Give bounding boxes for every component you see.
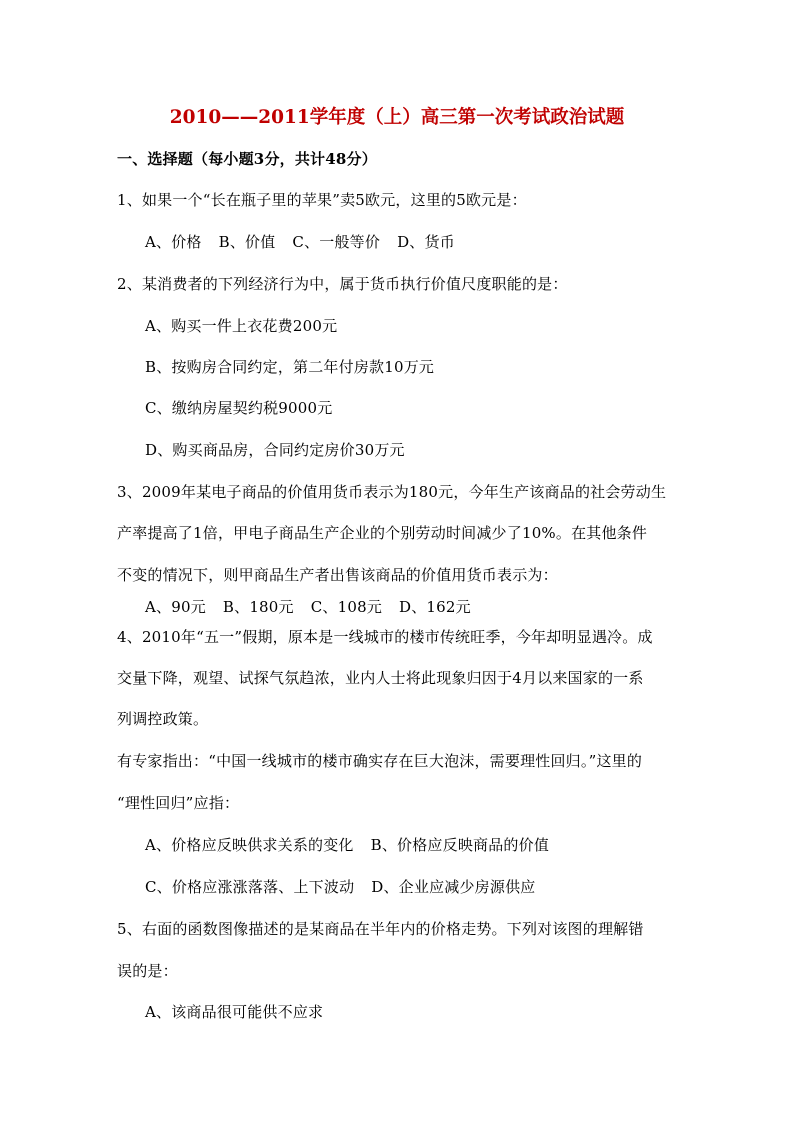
option-c: C、价格应涨涨落落、上下波动 bbox=[145, 878, 355, 896]
question-2-option-d: D、购买商品房，合同约定房价30万元 bbox=[145, 441, 405, 459]
question-4-text-line-4: 有专家指出：“中国一线城市的楼市确实存在巨大泡沫，需要理性回归。”这里的 bbox=[117, 752, 643, 770]
question-5-text-line-2: 误的是： bbox=[117, 962, 178, 980]
question-4-text-line-3: 列调控政策。 bbox=[117, 710, 209, 728]
question-4-text-line-5: “理性回归”应指： bbox=[117, 794, 240, 812]
question-3-text-line-1: 3、2009年某电子商品的价值用货币表示为180元，今年生产该商品的社会劳动生 bbox=[117, 483, 667, 501]
option-a: A、90元 bbox=[145, 598, 206, 616]
question-1-text: 1、如果一个“长在瓶子里的苹果”卖5欧元，这里的5欧元是： bbox=[117, 191, 527, 209]
question-3-text-line-3: 不变的情况下，则甲商品生产者出售该商品的价值用货币表示为： bbox=[117, 566, 558, 584]
exam-title: 2010——2011学年度（上）高三第一次考试政治试题 bbox=[169, 107, 625, 128]
option-b: B、价格应反映商品的价值 bbox=[370, 836, 550, 854]
option-d: D、货币 bbox=[397, 233, 455, 251]
question-3-options bbox=[145, 597, 471, 617]
question-4-text-line-1: 4、2010年“五一”假期，原本是一线城市的楼市传统旺季，今年却明显遇冷。成 bbox=[117, 628, 653, 646]
option-c: C、108元 bbox=[310, 598, 383, 616]
section-heading: 一、选择题（每小题3分，共计48分） bbox=[117, 150, 377, 168]
question-5-text-line-1: 5、右面的函数图像描述的是某商品在半年内的价格走势。下列对该图的理解错 bbox=[117, 920, 644, 938]
option-d: D、162元 bbox=[399, 598, 471, 616]
option-a: A、价格 bbox=[145, 233, 202, 251]
option-d: D、企业应减少房源供应 bbox=[371, 878, 536, 896]
option-b: B、180元 bbox=[222, 598, 294, 616]
question-4-options-row-2 bbox=[145, 877, 535, 897]
question-2-option-b: B、按购房合同约定，第二年付房款10万元 bbox=[145, 358, 435, 376]
question-2-option-a: A、购买一件上衣花费200元 bbox=[145, 317, 338, 335]
question-2-text: 2、某消费者的下列经济行为中，属于货币执行价值尺度职能的是： bbox=[117, 275, 568, 293]
option-b: B、价值 bbox=[218, 233, 276, 251]
question-4-text-line-2: 交量下降，观望、试探气氛趋浓，业内人士将此现象归因于4月以来国家的一系 bbox=[117, 669, 644, 687]
option-a: A、价格应反映供求关系的变化 bbox=[145, 836, 354, 854]
question-4-options-row-1 bbox=[145, 835, 549, 855]
question-2-option-c: C、缴纳房屋契约税9000元 bbox=[145, 399, 333, 417]
question-3-text-line-2: 产率提高了1倍，甲电子商品生产企业的个别劳动时间减少了10%。在其他条件 bbox=[117, 524, 648, 542]
question-1-options bbox=[145, 232, 455, 252]
option-c: C、一般等价 bbox=[292, 233, 381, 251]
question-5-option-a: A、该商品很可能供不应求 bbox=[145, 1003, 324, 1021]
